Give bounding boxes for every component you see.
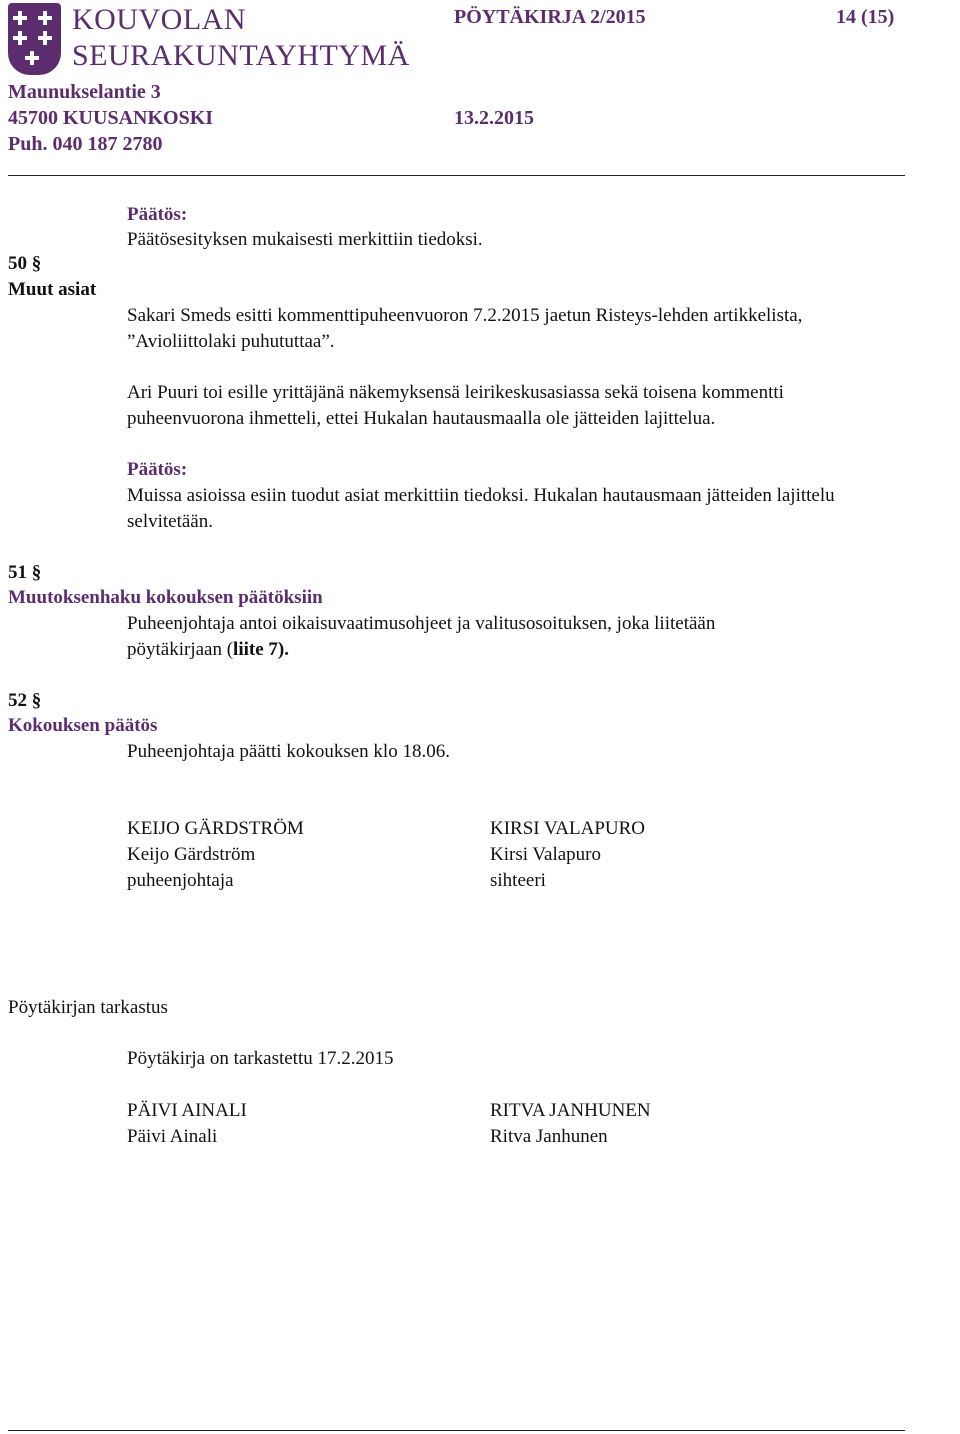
signer-name: Keijo Gärdström (127, 844, 256, 865)
section-title: Muutoksenhaku kokouksen päätöksiin (8, 587, 323, 608)
reviewer-name: Päivi Ainali (127, 1126, 218, 1147)
meeting-date: 13.2.2015 (454, 107, 534, 129)
document-title: PÖYTÄKIRJA 2/2015 (454, 6, 646, 28)
decision-text: selvitetään. (127, 511, 213, 532)
reviewer-name-caps: RITVA JANHUNEN (490, 1100, 651, 1121)
paragraph-line: ”Avioliittolaki puhututtaa”. (127, 331, 335, 352)
section-title: Muut asiat (8, 279, 97, 300)
section-title: Kokouksen päätös (8, 715, 158, 736)
address-street: Maunukselantie 3 (8, 81, 161, 103)
paragraph-line (127, 637, 289, 663)
section-number: 51 § (8, 562, 42, 583)
header-divider (8, 175, 905, 176)
decision-label: Päätös: (127, 204, 188, 225)
paragraph-line: Puheenjohtaja päätti kokouksen klo 18.06. (127, 741, 450, 762)
organization-logo-icon (8, 3, 61, 75)
paragraph-line: Ari Puuri toi esille yrittäjänä näkemyksensä leirikeskusasiassa sekä toisena kommentti (127, 382, 784, 403)
review-checked-text: Pöytäkirja on tarkastettu 17.2.2015 (127, 1048, 394, 1069)
attachment-close: ). (277, 639, 289, 660)
paragraph-line: Puheenjohtaja antoi oikaisuvaatimusohjeet ja valitusosoituksen, joka liitetään (127, 613, 716, 634)
review-heading: Pöytäkirjan tarkastus (8, 997, 168, 1018)
reviewer-name-caps: PÄIVI AINALI (127, 1100, 247, 1121)
signer-name: Kirsi Valapuro (490, 844, 601, 865)
section-number: 52 § (8, 690, 42, 711)
signer-role: sihteeri (490, 870, 546, 891)
attachment-reference: liite 7 (233, 639, 278, 660)
signer-role: puheenjohtaja (127, 870, 234, 891)
phone-number: Puh. 040 187 2780 (8, 133, 163, 155)
organization-name-line2: SEURAKUNTAYHTYMÄ (72, 39, 410, 72)
decision-text: Päätösesityksen mukaisesti merkittiin tiedoksi. (127, 229, 483, 250)
signer-name-caps: KIRSI VALAPURO (490, 818, 646, 839)
signer-name-caps: KEIJO GÄRDSTRÖM (127, 818, 304, 839)
organization-name-line1: KOUVOLAN (72, 3, 246, 36)
paragraph-line: Sakari Smeds esitti kommenttipuheenvuoron 7.2.2015 jaetun Risteys-lehden artikkelista, (127, 305, 803, 326)
footer-divider (8, 1430, 905, 1431)
section-number: 50 § (8, 253, 42, 274)
attachment-text: pöytäkirjaan ( (127, 639, 234, 660)
page-number: 14 (15) (836, 6, 895, 28)
address-city: 45700 KUUSANKOSKI (8, 107, 214, 129)
decision-label: Päätös: (127, 459, 188, 480)
reviewer-name: Ritva Janhunen (490, 1126, 608, 1147)
paragraph-line: puheenvuorona ihmetteli, ettei Hukalan hautausmaalla ole jätteiden lajittelua. (127, 408, 716, 429)
decision-text: Muissa asioissa esiin tuodut asiat merkittiin tiedoksi. Hukalan hautausmaan jätteiden lajittelu (127, 485, 835, 506)
